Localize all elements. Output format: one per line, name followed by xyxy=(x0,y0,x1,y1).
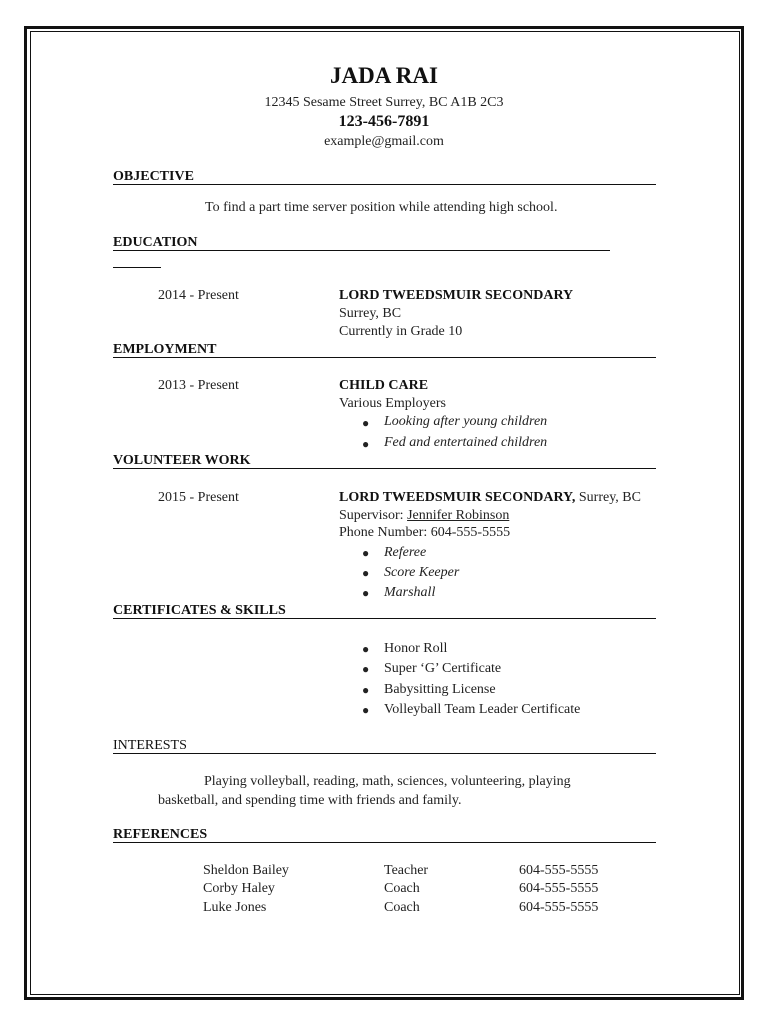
volunteer-org: LORD TWEEDSMUIR SECONDARY, xyxy=(339,490,576,505)
bullet-icon: ● xyxy=(362,703,370,717)
reference-role: Teacher xyxy=(384,863,429,878)
employment-rule xyxy=(113,357,656,358)
volunteer-role: Marshall xyxy=(384,585,436,600)
objective-text: To find a part time server position while attending high school. xyxy=(205,200,558,215)
references-heading: REFERENCES xyxy=(113,827,208,842)
resume-name: JADA RAI xyxy=(330,63,438,88)
bullet-icon: ● xyxy=(362,416,370,430)
volunteer-role: Score Keeper xyxy=(384,565,460,580)
education-location: Surrey, BC xyxy=(339,306,402,321)
certificates-rule xyxy=(113,618,656,619)
education-heading: EDUCATION xyxy=(113,235,198,250)
volunteer-rule xyxy=(113,468,656,469)
interests-text-line1: Playing volleyball, reading, math, sciences, volunteering, playing xyxy=(204,774,571,789)
interests-rule xyxy=(113,753,656,754)
volunteer-heading: VOLUNTEER WORK xyxy=(113,453,251,468)
certificate-item: Babysitting License xyxy=(384,682,496,697)
supervisor-name-link[interactable]: Jennifer Robinson xyxy=(407,508,510,523)
reference-phone: 604-555-5555 xyxy=(519,881,599,896)
education-rule-short xyxy=(113,267,161,268)
reference-role: Coach xyxy=(384,900,420,915)
reference-phone: 604-555-5555 xyxy=(519,863,599,878)
reference-role: Coach xyxy=(384,881,420,896)
bullet-icon: ● xyxy=(362,662,370,676)
bullet-icon: ● xyxy=(362,546,370,560)
certificate-item: Volleyball Team Leader Certificate xyxy=(384,702,581,717)
volunteer-supervisor-line xyxy=(339,508,509,524)
email: example@gmail.com xyxy=(324,134,444,149)
supervisor-label: Supervisor: xyxy=(339,508,404,523)
volunteer-phone: Phone Number: 604-555-5555 xyxy=(339,525,511,540)
education-dates: 2014 - Present xyxy=(158,288,239,303)
education-rule xyxy=(113,250,610,251)
reference-name: Corby Haley xyxy=(203,881,275,896)
phone-number: 123-456-7891 xyxy=(338,113,430,130)
bullet-icon: ● xyxy=(362,437,370,451)
volunteer-role: Referee xyxy=(384,545,427,560)
volunteer-org-line xyxy=(339,490,641,506)
employment-heading: EMPLOYMENT xyxy=(113,342,217,357)
objective-heading: OBJECTIVE xyxy=(113,169,194,184)
employment-employer: Various Employers xyxy=(339,396,446,411)
references-rule xyxy=(113,842,656,843)
reference-phone: 604-555-5555 xyxy=(519,900,599,915)
education-detail: Currently in Grade 10 xyxy=(339,324,463,339)
bullet-icon: ● xyxy=(362,683,370,697)
education-school: LORD TWEEDSMUIR SECONDARY xyxy=(339,288,574,303)
interests-text-line2: basketball, and spending time with friends and family. xyxy=(158,793,462,808)
certificates-heading: CERTIFICATES & SKILLS xyxy=(113,603,286,618)
bullet-icon: ● xyxy=(362,586,370,600)
certificate-item: Honor Roll xyxy=(384,641,448,656)
certificate-item: Super ‘G’ Certificate xyxy=(384,661,502,676)
reference-name: Luke Jones xyxy=(203,900,267,915)
objective-rule xyxy=(113,184,656,185)
employment-title: CHILD CARE xyxy=(339,378,429,393)
volunteer-dates: 2015 - Present xyxy=(158,490,239,505)
bullet-icon: ● xyxy=(362,642,370,656)
volunteer-org-location: Surrey, BC xyxy=(578,490,641,505)
interests-heading: INTERESTS xyxy=(113,738,187,753)
address: 12345 Sesame Street Surrey, BC A1B 2C3 xyxy=(264,95,504,110)
reference-name: Sheldon Bailey xyxy=(203,863,289,878)
employment-duty: Fed and entertained children xyxy=(384,435,548,450)
employment-duty: Looking after young children xyxy=(384,414,548,429)
bullet-icon: ● xyxy=(362,566,370,580)
employment-dates: 2013 - Present xyxy=(158,378,239,393)
